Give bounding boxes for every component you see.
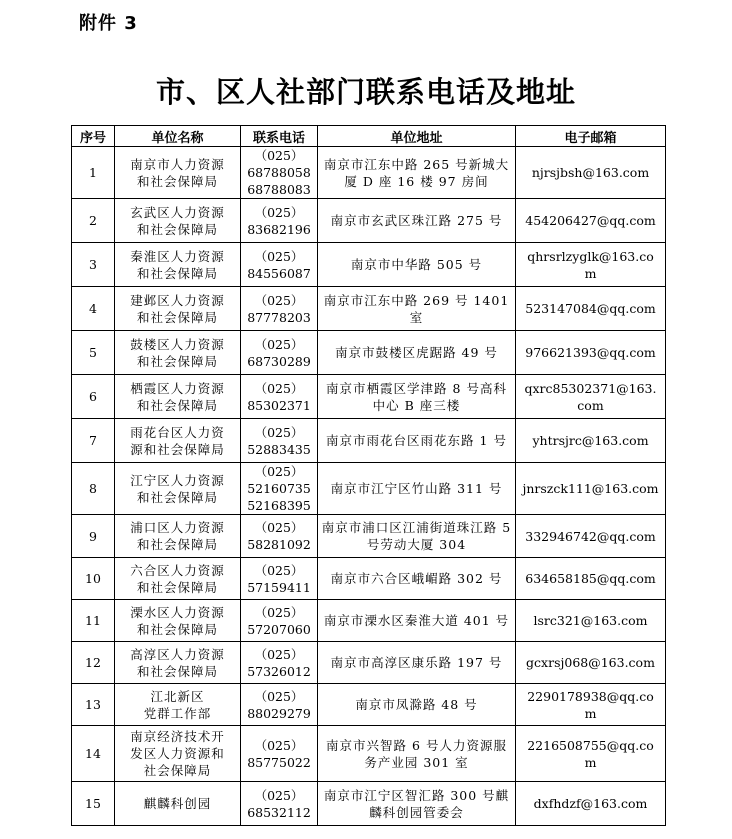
phone-line: 52883435: [247, 441, 311, 457]
header-phone: 联系电话: [241, 126, 318, 147]
cell-unit-name: [115, 331, 241, 375]
unit-name-line: 和社会保障局: [136, 173, 218, 189]
unit-name-line: 和社会保障局: [136, 537, 218, 552]
row-index: 11: [72, 600, 115, 642]
email-line[interactable]: dxfhdzf@163.com: [533, 796, 648, 811]
cell-phone: [241, 726, 318, 782]
address-line: 麟科创园管委会: [369, 804, 464, 820]
cell-phone: [241, 243, 318, 287]
unit-name-line: 和社会保障局: [136, 663, 218, 679]
phone-line: 68730289: [247, 353, 311, 369]
email-line[interactable]: 454206427@qq.com: [525, 213, 656, 228]
cell-email: [516, 726, 666, 782]
address-line: 南京市高淳区康乐路 197 号: [330, 655, 503, 670]
phone-line: （025）: [254, 787, 304, 803]
unit-name-line: 和社会保障局: [136, 489, 218, 505]
cell-email: [516, 782, 666, 826]
cell-phone: [241, 515, 318, 558]
header-unit-name: 单位名称: [115, 126, 241, 147]
cell-address: [318, 147, 516, 199]
address-line: 南京市江东中路 265 号新城大: [323, 156, 510, 172]
email-line[interactable]: 2290178938@qq.co: [527, 688, 654, 704]
cell-unit-name: [115, 726, 241, 782]
unit-name-line: 栖霞区人力资源: [130, 380, 225, 396]
email-line[interactable]: gcxrsj068@163.com: [526, 655, 655, 670]
cell-unit-name: [115, 782, 241, 826]
email-line[interactable]: m: [584, 705, 597, 721]
unit-name-line: 和社会保障局: [136, 265, 218, 281]
cell-email: [516, 331, 666, 375]
address-line: 南京市江宁区竹山路 311 号: [330, 481, 503, 496]
cell-phone: [241, 287, 318, 331]
table-row: [72, 463, 666, 515]
row-index: 3: [72, 243, 115, 287]
cell-unit-name: [115, 419, 241, 463]
unit-name-line: 玄武区人力资源: [130, 204, 225, 220]
header-index: 序号: [72, 126, 115, 147]
cell-unit-name: [115, 642, 241, 684]
unit-name-line: 江宁区人力资源: [130, 472, 225, 488]
cell-email: [516, 463, 666, 515]
cell-phone: [241, 419, 318, 463]
cell-phone: [241, 642, 318, 684]
address-line: 南京市兴智路 6 号人力资源服: [326, 737, 507, 753]
cell-address: [318, 515, 516, 558]
table-row: [72, 199, 666, 243]
cell-email: [516, 375, 666, 419]
cell-email: [516, 199, 666, 243]
row-index: 2: [72, 199, 115, 243]
unit-name-line: 溧水区人力资源: [130, 604, 225, 620]
phone-line: 85775022: [247, 754, 311, 770]
cell-address: [318, 375, 516, 419]
phone-line: 57159411: [247, 579, 311, 595]
unit-name-line: 源和社会保障局: [130, 441, 225, 457]
cell-unit-name: [115, 515, 241, 558]
unit-name-line: 和社会保障局: [136, 579, 218, 595]
email-line[interactable]: yhtrsjrc@163.com: [532, 433, 649, 448]
row-index: 10: [72, 558, 115, 600]
phone-line: 85302371: [247, 397, 311, 413]
table-row: [72, 684, 666, 726]
row-index: 13: [72, 684, 115, 726]
address-line: 南京市栖霞区学津路 8 号高科: [326, 380, 507, 396]
phone-line: 57326012: [247, 663, 311, 679]
phone-line: （025）: [254, 688, 304, 704]
row-index: 12: [72, 642, 115, 684]
table-row: [72, 782, 666, 826]
unit-name-line: 社会保障局: [143, 763, 212, 778]
unit-name-line: 南京市人力资源: [130, 156, 225, 172]
cell-address: [318, 558, 516, 600]
phone-line: 84556087: [247, 265, 311, 281]
address-line: 南京市凤滁路 48 号: [355, 697, 478, 712]
address-line: 中心 B 座三楼: [372, 397, 461, 413]
phone-line: （025）: [254, 424, 304, 440]
cell-address: [318, 782, 516, 826]
cell-email: [516, 558, 666, 600]
row-index: 14: [72, 726, 115, 782]
table-row: [72, 558, 666, 600]
phone-line: 68532112: [247, 804, 311, 820]
phone-line: （025）: [254, 646, 304, 662]
cell-unit-name: [115, 287, 241, 331]
phone-line: （025）: [254, 248, 304, 264]
table-row: [72, 515, 666, 558]
cell-email: [516, 515, 666, 558]
unit-name-line: 高淳区人力资源: [130, 646, 225, 662]
cell-email: [516, 147, 666, 199]
address-line: 南京市溧水区秦淮大道 401 号: [323, 613, 510, 628]
unit-name-line: 和社会保障局: [136, 621, 218, 637]
table-header-row: [72, 126, 666, 147]
phone-line: 87778203: [247, 309, 311, 325]
phone-line: （025）: [254, 562, 304, 578]
unit-name-line: 江北新区: [150, 688, 205, 704]
cell-address: [318, 331, 516, 375]
cell-phone: [241, 684, 318, 726]
email-line[interactable]: 2216508755@qq.co: [527, 737, 654, 753]
row-index: 8: [72, 463, 115, 515]
table-row: [72, 147, 666, 199]
cell-phone: [241, 782, 318, 826]
unit-name-line: 和社会保障局: [136, 309, 218, 325]
cell-unit-name: [115, 199, 241, 243]
cell-address: [318, 726, 516, 782]
address-line: 务产业园 301 室: [364, 754, 469, 770]
address-line: 南京市江东中路 269 号 1401 室: [323, 292, 510, 325]
address-line: 号劳动大厦 304: [366, 537, 467, 552]
row-index: 5: [72, 331, 115, 375]
email-line[interactable]: lsrc321@163.com: [533, 613, 648, 628]
cell-phone: [241, 558, 318, 600]
unit-name-line: 秦淮区人力资源: [130, 248, 225, 264]
cell-phone: [241, 147, 318, 199]
email-line[interactable]: 976621393@qq.com: [525, 345, 656, 360]
row-index: 7: [72, 419, 115, 463]
row-index: 1: [72, 147, 115, 199]
row-index: 15: [72, 782, 115, 826]
table-row: [72, 287, 666, 331]
header-email: 电子邮箱: [516, 126, 666, 147]
unit-name-line: 党群工作部: [143, 705, 212, 721]
email-line[interactable]: 634658185@qq.com: [525, 571, 656, 586]
cell-email: [516, 600, 666, 642]
cell-unit-name: [115, 558, 241, 600]
cell-unit-name: [115, 375, 241, 419]
cell-phone: [241, 199, 318, 243]
email-line[interactable]: 523147084@qq.com: [525, 301, 656, 316]
phone-line: 57207060: [247, 621, 311, 637]
table-row: [72, 726, 666, 782]
email-line[interactable]: qhrsrlzyglk@163.co: [527, 248, 654, 264]
unit-name-line: 建邺区人力资源: [130, 292, 225, 308]
table-row: [72, 375, 666, 419]
cell-email: [516, 419, 666, 463]
email-line[interactable]: m: [584, 265, 597, 281]
cell-phone: [241, 375, 318, 419]
cell-address: [318, 419, 516, 463]
cell-unit-name: [115, 600, 241, 642]
phone-line: （025）: [254, 292, 304, 308]
cell-email: [516, 642, 666, 684]
cell-address: [318, 684, 516, 726]
document-title: 市、区人社部门联系电话及地址: [155, 75, 576, 109]
address-line: 南京市中华路 505 号: [350, 257, 483, 272]
unit-name-line: 发区人力资源和: [130, 746, 225, 761]
phone-line: （025）: [254, 737, 304, 753]
phone-line: （025）: [254, 148, 304, 163]
email-line[interactable]: m: [584, 754, 597, 770]
cell-phone: [241, 463, 318, 515]
phone-line: （025）: [254, 204, 304, 220]
email-line[interactable]: jnrszck111@163.com: [522, 481, 659, 496]
phone-line: （025）: [254, 464, 304, 479]
cell-phone: [241, 331, 318, 375]
phone-line: 52160735: [247, 481, 311, 496]
table-row: [72, 419, 666, 463]
unit-name-line: 浦口区人力资源: [130, 520, 225, 535]
cell-unit-name: [115, 463, 241, 515]
table-row: [72, 600, 666, 642]
cell-address: [318, 287, 516, 331]
cell-address: [318, 463, 516, 515]
row-index: 4: [72, 287, 115, 331]
email-line[interactable]: njrsjbsh@163.com: [531, 165, 650, 180]
row-index: 9: [72, 515, 115, 558]
cell-unit-name: [115, 147, 241, 199]
cell-address: [318, 642, 516, 684]
cell-address: [318, 199, 516, 243]
cell-address: [318, 243, 516, 287]
phone-line: （025）: [254, 604, 304, 620]
cell-phone: [241, 600, 318, 642]
header-address: 单位地址: [318, 126, 516, 147]
unit-name-line: 和社会保障局: [136, 353, 218, 369]
phone-line: 68788083: [247, 182, 311, 197]
unit-name-line: 鼓楼区人力资源: [130, 336, 225, 352]
unit-name-line: 和社会保障局: [136, 397, 218, 413]
cell-email: [516, 243, 666, 287]
cell-address: [318, 600, 516, 642]
phone-line: （025）: [254, 520, 304, 535]
email-line[interactable]: 332946742@qq.com: [525, 528, 656, 544]
attachment-label: 附件 3: [79, 13, 138, 34]
cell-unit-name: [115, 684, 241, 726]
phone-line: 83682196: [247, 221, 311, 237]
phone-line: （025）: [254, 380, 304, 396]
unit-name-line: 麒麟科创园: [143, 796, 212, 811]
phone-line: （025）: [254, 336, 304, 352]
address-line: 南京市鼓楼区虎踞路 49 号: [335, 345, 498, 360]
phone-line: 68788058: [247, 165, 311, 180]
cell-unit-name: [115, 243, 241, 287]
phone-line: 88029279: [247, 705, 311, 721]
unit-name-line: 和社会保障局: [136, 221, 218, 237]
address-line: 南京市浦口区江浦街道珠江路 5: [321, 520, 512, 535]
table-row: [72, 331, 666, 375]
row-index: 6: [72, 375, 115, 419]
address-line: 南京市玄武区珠江路 275 号: [330, 213, 503, 228]
address-line: 厦 D 座 16 楼 97 房间: [344, 173, 489, 189]
address-line: 南京市雨花台区雨花东路 1 号: [326, 433, 507, 448]
address-line: 南京市江宁区智汇路 300 号麒: [323, 787, 510, 803]
cell-email: [516, 287, 666, 331]
phone-line: 58281092: [247, 537, 311, 552]
phone-line: 52168395: [247, 498, 311, 513]
unit-name-line: 南京经济技术开: [130, 729, 225, 744]
address-line: 南京市六合区峨嵋路 302 号: [330, 571, 503, 586]
contact-table: [71, 125, 666, 826]
table-row: [72, 243, 666, 287]
cell-email: [516, 684, 666, 726]
table-body: [72, 147, 666, 826]
unit-name-line: 雨花台区人力资: [130, 424, 225, 440]
unit-name-line: 六合区人力资源: [130, 562, 225, 578]
email-line[interactable]: qxrc85302371@163.: [524, 380, 657, 396]
table-row: [72, 642, 666, 684]
email-line[interactable]: com: [577, 397, 604, 413]
